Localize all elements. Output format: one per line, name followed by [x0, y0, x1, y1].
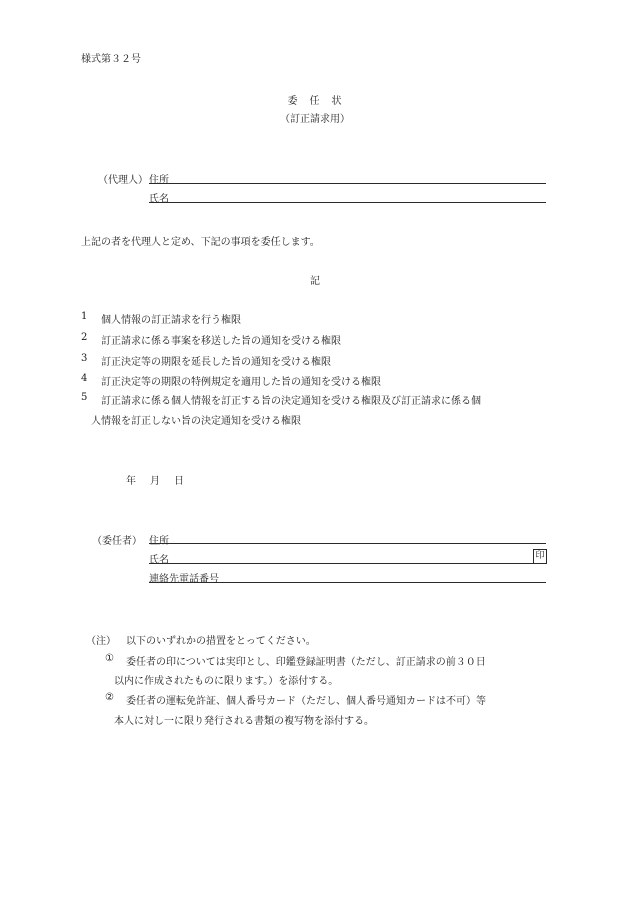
- ki-heading: 記: [310, 276, 320, 287]
- note-mark: ①: [105, 653, 114, 664]
- note-mark: ②: [105, 692, 114, 703]
- list-item-number: 3: [81, 353, 88, 364]
- list-item-number: 2: [81, 332, 88, 343]
- principal-phone-field[interactable]: [149, 582, 546, 583]
- principal-name-field[interactable]: [149, 563, 546, 564]
- date-line[interactable]: 年 月 日: [126, 476, 186, 487]
- seal-mark: 印: [533, 549, 547, 564]
- agent-address-label: 住所: [149, 175, 169, 186]
- agent-name-label: 氏名: [149, 194, 169, 205]
- note-text-continuation: 以内に作成されたものに限ります。）を添付する。: [114, 676, 339, 687]
- principal-address-label: 住所: [149, 536, 169, 547]
- principal-phone-label: 連絡先電話番号: [149, 574, 219, 585]
- notes-intro: 以下のいずれかの措置をとってください。: [126, 636, 316, 647]
- delegation-statement: 上記の者を代理人と定め、下記の事項を委任します。: [81, 237, 320, 248]
- agent-label: （代理人）: [98, 175, 148, 186]
- list-item: 訂正決定等の期限の特例規定を適用した旨の通知を受ける権限: [101, 377, 381, 388]
- list-item-number: 4: [81, 373, 88, 384]
- agent-name-field[interactable]: [149, 202, 546, 203]
- list-item: 訂正請求に係る個人情報を訂正する旨の決定通知を受ける権限及び訂正請求に係る個: [101, 396, 481, 407]
- principal-name-label: 氏名: [149, 555, 169, 566]
- principal-address-field[interactable]: [149, 543, 546, 544]
- principal-label: （委任者）: [92, 536, 142, 547]
- list-item-number: 1: [81, 311, 88, 322]
- document-title: 委 任 状: [287, 96, 343, 107]
- form-number: 様式第３２号: [81, 54, 141, 65]
- note-text-continuation: 本人に対し一に限り発行される書類の複写物を添付する。: [114, 716, 374, 727]
- list-item: 訂正請求に係る事案を移送した旨の通知を受ける権限: [101, 336, 341, 347]
- list-item: 訂正決定等の期限を延長した旨の通知を受ける権限: [101, 357, 331, 368]
- list-item-number: 5: [81, 392, 88, 403]
- agent-address-field[interactable]: [149, 183, 546, 184]
- list-item: 個人情報の訂正請求を行う権限: [101, 315, 241, 326]
- note-text: 委任者の印については実印とし、印鑑登録証明書（ただし、訂正請求の前３０日: [126, 657, 486, 668]
- note-text: 委任者の運転免許証、個人番号カード（ただし、個人番号通知カードは不可）等: [126, 696, 486, 707]
- list-item-continuation: 人情報を訂正しない旨の決定通知を受ける権限: [91, 416, 301, 427]
- document-subtitle: （訂正請求用）: [280, 114, 350, 125]
- notes-label: （注）: [86, 636, 116, 647]
